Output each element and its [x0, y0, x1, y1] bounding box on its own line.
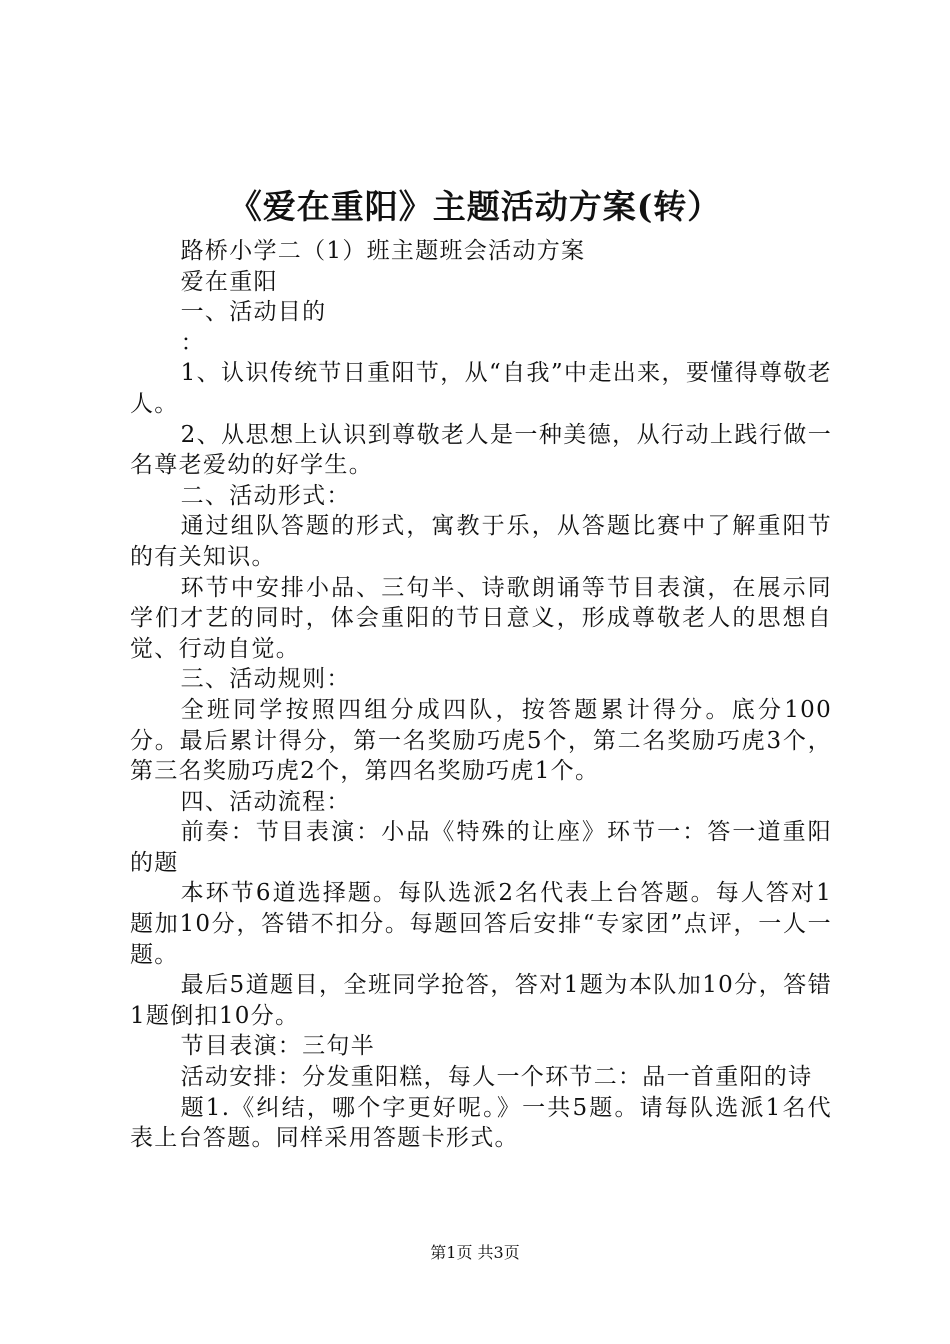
paragraph: 通过组队答题的形式，寓教于乐，从答题比赛中了解重阳节的有关知识。 [130, 513, 832, 570]
paragraph: 题1.《纠结，哪个字更好呢。》一共5题。请每队选派1名代表上台答题。同样采用答题卡形式。 [130, 1094, 832, 1152]
paragraph: 全班同学按照四组分成四队，按答题累计得分。底分100分。最后累计得分，第一名奖励巧虎5个，第二名奖励巧虎3个，第三名奖励巧虎2个，第四名奖励巧虎1个。 [130, 696, 832, 785]
page-footer: 第1页 共3页 [430, 1243, 520, 1262]
paragraph: 前奏：节目表演：小品《特殊的让座》环节一：答一道重阳的题 [130, 819, 832, 876]
section-heading: 三、活动规则： [180, 666, 351, 693]
section-heading: 一、活动目的 [180, 299, 327, 326]
section-heading: 二、活动形式： [180, 482, 351, 509]
paragraph: 活动安排：分发重阳糕，每人一个环节二：品一首重阳的诗 [180, 1064, 813, 1091]
paragraph: 最后5道题目，全班同学抢答，答对1题为本队加10分，答错1题倒扣10分。 [130, 972, 832, 1029]
section-heading: 四、活动流程： [180, 788, 351, 815]
paragraph: 环节中安排小品、三句半、诗歌朗诵等节目表演，在展示同学们才艺的同时，体会重阳的节日意义，形成尊敬老人的思想自觉、行动自觉。 [130, 574, 832, 662]
paragraph: 路桥小学二（1）班主题班会活动方案 [180, 238, 586, 264]
document-body [130, 236, 832, 1154]
document-title: 《爱在重阳》主题活动方案(转） [228, 187, 722, 226]
list-item: 2、从思想上认识到尊敬老人是一种美德，从行动上践行做一名尊老爱幼的好学生。 [130, 421, 832, 479]
paragraph: ： [180, 329, 205, 356]
paragraph: 本环节6道选择题。每队选派2名代表上台答题。每人答对1题加10分，答错不扣分。每题回答后安排“专家团”点评，一人一题。 [130, 880, 832, 968]
paragraph: 爱在重阳 [180, 268, 278, 295]
list-item: 1、认识传统节日重阳节，从“自我”中走出来，要懂得尊敬老人。 [130, 360, 832, 417]
paragraph: 节目表演：三句半 [180, 1033, 375, 1060]
